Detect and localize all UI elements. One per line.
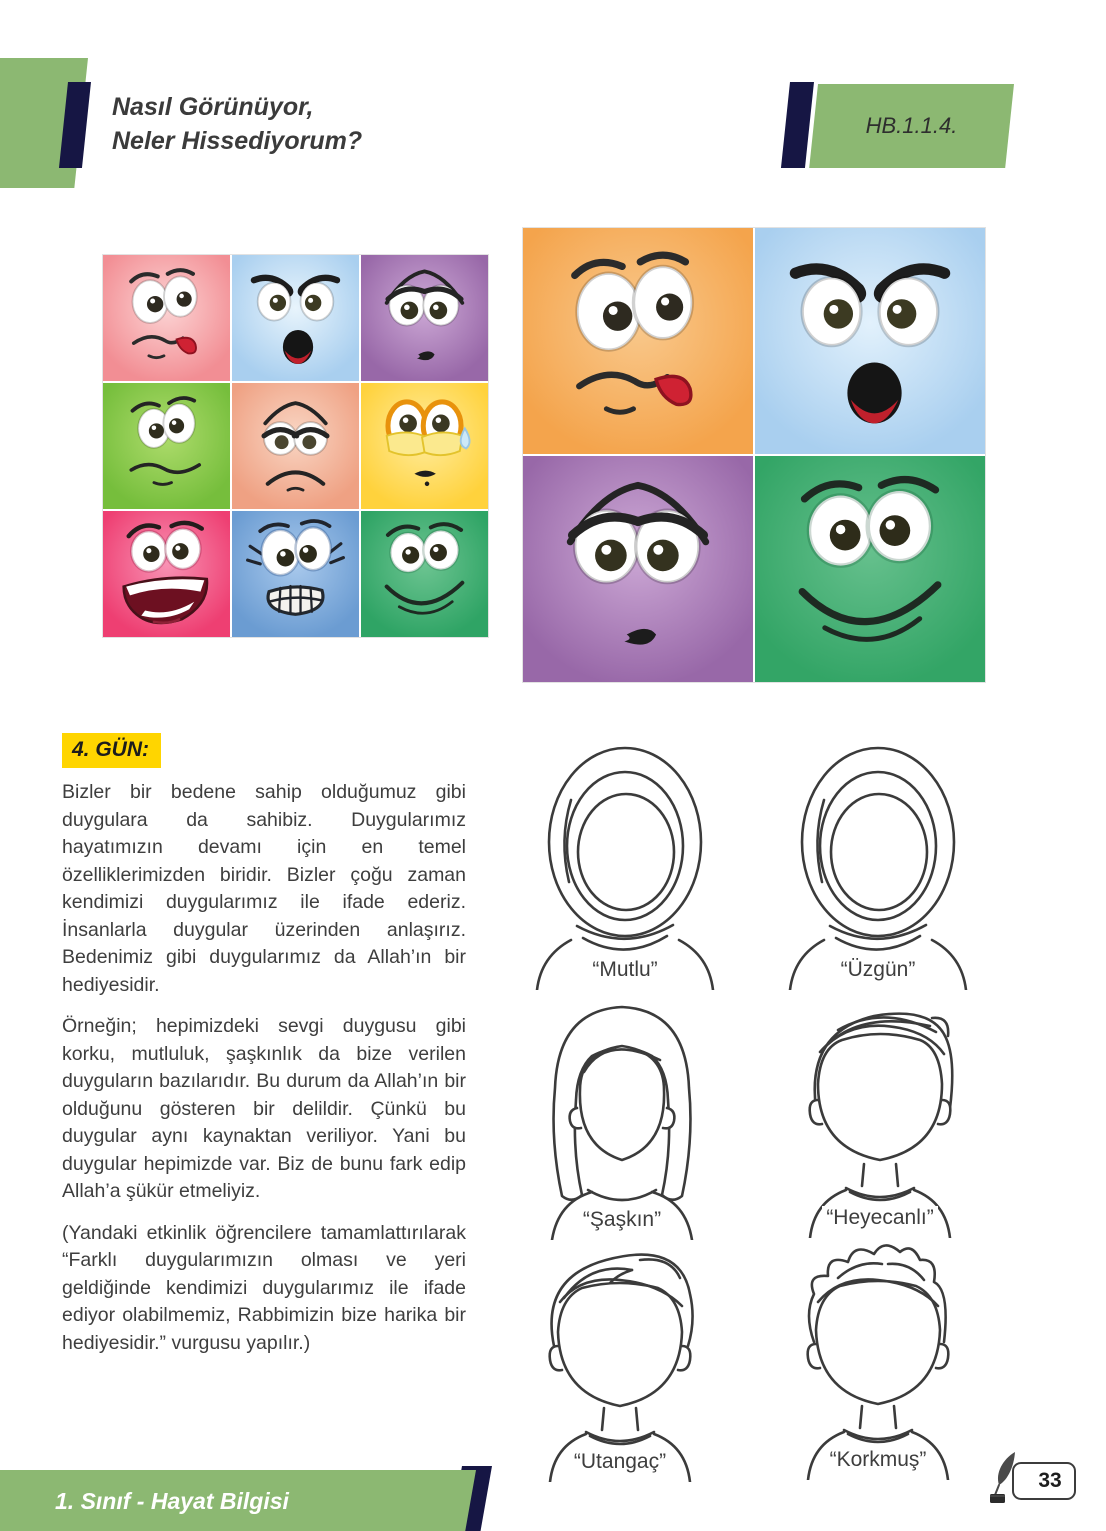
portrait-utangac — [520, 1232, 720, 1482]
emotion-face-smiling — [755, 456, 985, 682]
emotion-grid-2x2 — [523, 228, 985, 682]
hijab-girl-outline-drawing — [525, 740, 725, 990]
portrait-label: “Utangaç” — [520, 1450, 720, 1474]
portrait-label: “Şaşkın” — [522, 1208, 722, 1232]
page-title — [112, 90, 362, 158]
emotion-face-scared — [232, 511, 359, 637]
page-title-line1: Nasıl Görünüyor, — [112, 93, 314, 121]
emotion-face-angry — [755, 228, 985, 454]
page-number: 33 — [1038, 1469, 1062, 1492]
emotion-face-laughing — [103, 511, 230, 637]
portrait-heyecanli — [780, 988, 980, 1238]
emotion-grid-3x3 — [103, 255, 488, 637]
emotion-face-skeptical — [103, 383, 230, 509]
body-paragraph: (Yandaki etkinlik öğrencilere tamamlattırılarak “Farklı duygularımızın olması ve yeri geldiğinde kendimizi duygularımız ile ifade ediyor olabilmemiz, Rabbimizin bize harika bir hediyesidir.” vurgusu yapılır.) — [62, 1221, 466, 1354]
emotion-face-silly-tongue-out — [103, 255, 230, 381]
boy-spiky-hair-outline-drawing — [778, 1230, 978, 1480]
footer-book-label: 1. Sınıf - Hayat Bilgisi — [55, 1488, 289, 1514]
emotion-face-silly-tongue-out — [523, 228, 753, 454]
emotion-face-worried-sad — [523, 456, 753, 682]
day-heading: 4. GÜN: — [62, 733, 161, 768]
page-title-line2: Neler Hissediyorum? — [112, 127, 363, 155]
portrait-label: “Heyecanlı” — [780, 1206, 980, 1230]
emotion-face-crying — [361, 383, 488, 509]
boy-wavy-hair-outline-drawing — [520, 1232, 720, 1482]
portrait-uzgun — [778, 740, 978, 990]
portrait-korkmus — [778, 1230, 978, 1480]
boy-side-swept-hair-outline-drawing — [780, 988, 980, 1238]
code-badge-navy-bar — [781, 82, 814, 168]
portrait-saskin — [522, 990, 722, 1240]
portrait-label: “Üzgün” — [778, 958, 978, 982]
quill-inkwell-icon — [988, 1450, 1022, 1504]
long-hair-girl-outline-drawing — [522, 990, 722, 1240]
code-badge — [809, 84, 1014, 168]
portrait-label: “Mutlu” — [525, 958, 725, 982]
body-paragraph: Örneğin; hepimizdeki sevgi duygusu gibi korku, mutluluk, şaşkınlık da bize verilen duyguların bazılarıdır. Bu durum da Allah’ın bir olduğunu gösteren bir delildir. Çünkü bu duygular aynı kaynaktan veriliyor. Yani bu duygular hepimizde var. Biz de bunu fark edip Allah’a şükür etmeliyiz. — [62, 1015, 466, 1202]
body-paragraph: Bizler bir bedene sahip olduğumuz gibi duygulara da sahibiz. Duygularımız hayatımızın devamı için en temel özelliklerimizden biridir. Bizler çoğu zaman kendimizi duygularımız ile ifade ederiz. İnsanlarla duygular üzerinden anlaşırız. Bedenimiz gibi duygularımız da Allah’ın bir hediyesidir. — [62, 781, 466, 996]
emotion-face-sad-frown — [232, 383, 359, 509]
emotion-face-angry — [232, 255, 359, 381]
portrait-mutlu — [525, 740, 725, 990]
emotion-face-smiling — [361, 511, 488, 637]
emotion-face-worried-sad — [361, 255, 488, 381]
code-badge-text: HB.1.1.4. — [865, 113, 958, 138]
portrait-label: “Korkmuş” — [778, 1448, 978, 1472]
body-text — [62, 779, 466, 1371]
hijab-girl-outline-drawing — [778, 740, 978, 990]
